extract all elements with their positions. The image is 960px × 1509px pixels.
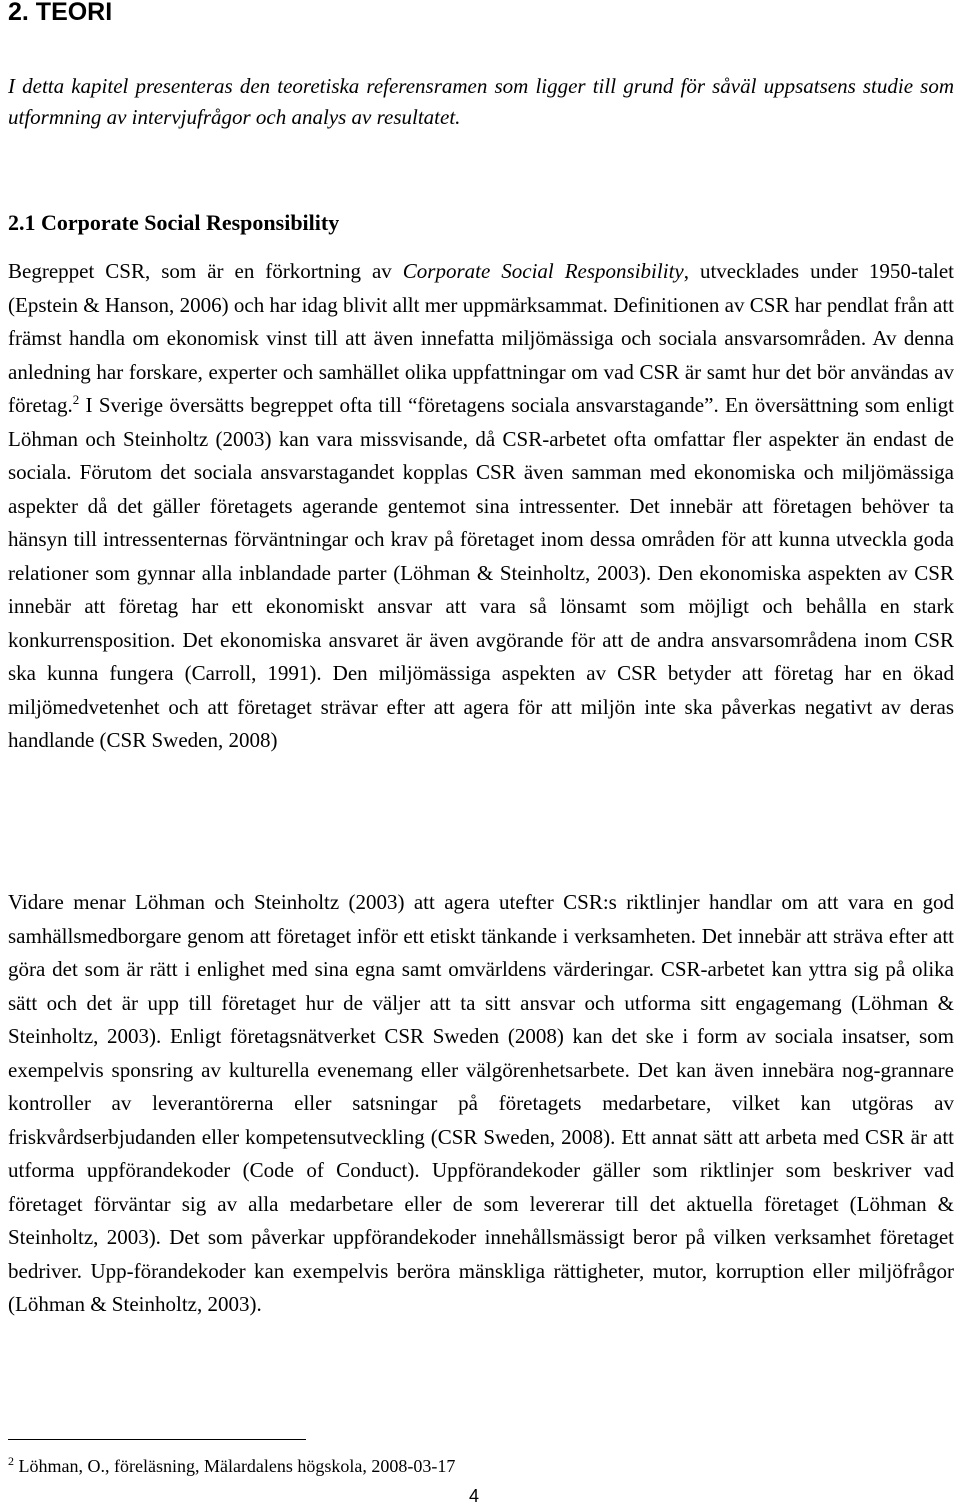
section-paragraph-2: Vidare menar Löhman och Steinholtz (2003) att agera utefter CSR:s riktlinjer handlar om att vara en god samhällsmedborgare genom att företaget inför ett etiskt tänkande i verksamheten. Det innebär att sträva efter att göra det som är rätt i enlighet med sina egna samt omvärldens värderingar. CSR-arbetet kan yttra sig på olika sätt och det är upp till företaget hur de väljer att ta sitt ansvar och utforma sitt engagemang (Löhman & Steinholtz, 2003). Enligt företagsnätverket CSR Sweden (2008) kan det ske i form av sociala insatser, som exempelvis sponsring av kulturella evenemang eller välgörenhetsarbete. Det kan även innebära nog-grannare kontroller av leverantörerna eller satsningar på företagets medarbetare, vilket kan utgöras av friskvårdserbjudanden eller kompetensutveckling (CSR Sweden, 2008). Ett annat sätt att arbeta med CSR är att utforma uppförandekoder (Code of Conduct). Uppförandekoder gäller som riktlinjer som beskriver vad företaget förväntar sig av alla medarbetare eller de som levererar till det aktuella företaget (Löhman & Steinholtz, 2003). Det som påverkar uppförandekoder innehållsmässigt beror på vilken verksamhet företaget bedriver. Upp-förandekoder kan exempelvis beröra mänskliga rättigheter, mutor, korruption eller miljöfrågor (Löhman & Steinholtz, 2003). xyxy=(8,890,954,1316)
page-number: 4 xyxy=(469,1486,480,1506)
footnote-number: 2 xyxy=(8,1454,14,1468)
footnote-reference: 2 xyxy=(72,392,80,407)
defined-term: Corporate Social Responsibility xyxy=(402,259,684,283)
section-heading: 2.1 Corporate Social Responsibility xyxy=(8,210,340,235)
paragraph-text: Begreppet CSR, som är en förkortning av xyxy=(8,259,403,283)
paragraph-text: , utvecklades under 1950-talet (Epstein & Hanson, 2006) och har idag blivit allt mer uppmärksammat. Definitionen av CSR har pendlat från att främst handla om ekonomisk vinst till att även innefatta miljömässiga och sociala ansvarsområden. Av denna anledning har forskare, experter och samhället olika uppfattningar om vad CSR är samt hur det bör användas av företag. xyxy=(8,259,955,417)
footnote-text: Löhman, O., föreläsning, Mälardalens högskola, 2008-03-17 xyxy=(14,1456,456,1476)
chapter-intro: I detta kapitel presenteras den teoretiska referensramen som ligger till grund för såväl uppsatsens studie som utformning av intervjufrågor och analys av resultatet. xyxy=(8,74,954,129)
paragraph-text: I Sverige översätts begreppet ofta till “företagens sociala ansvarstagande”. En översättning som enligt Löhman och Steinholtz (2003) kan vara missvisande, då CSR-arbetet ofta omfattar fler aspekter än endast de sociala. Förutom det sociala ansvarstagandet kopplas CSR även samman med ekonomiska och miljömässiga aspekter då det gäller företagets agerande gentemot sina intressenter. Det innebär att företagen behöver ta hänsyn till intressenternas förväntningar och krav på företaget inom dessa områden för att kunna utveckla goda relationer som gynnar alla inblandade parter (Löhman & Steinholtz, 2003). Den ekonomiska aspekten av CSR innebär att företag har ett ekonomiskt ansvar att vara så lönsamt som möjligt och behålla en stark konkurrensposition. Det ekonomiska ansvaret är även avgörande för att de andra ansvarsområdena inom CSR ska kunna fungera (Carroll, 1991). Den miljömässiga aspekten av CSR betyder att företag har en ökad miljömedvetenhet och att företaget strävar efter att agera för att miljön inte ska påverkas negativt av deras handlande (CSR Sweden, 2008) xyxy=(8,393,954,752)
footnote-divider xyxy=(8,1439,306,1440)
chapter-heading: 2. TEORI xyxy=(8,0,113,26)
section-paragraph-1 xyxy=(8,255,954,758)
footnote xyxy=(8,1452,455,1480)
